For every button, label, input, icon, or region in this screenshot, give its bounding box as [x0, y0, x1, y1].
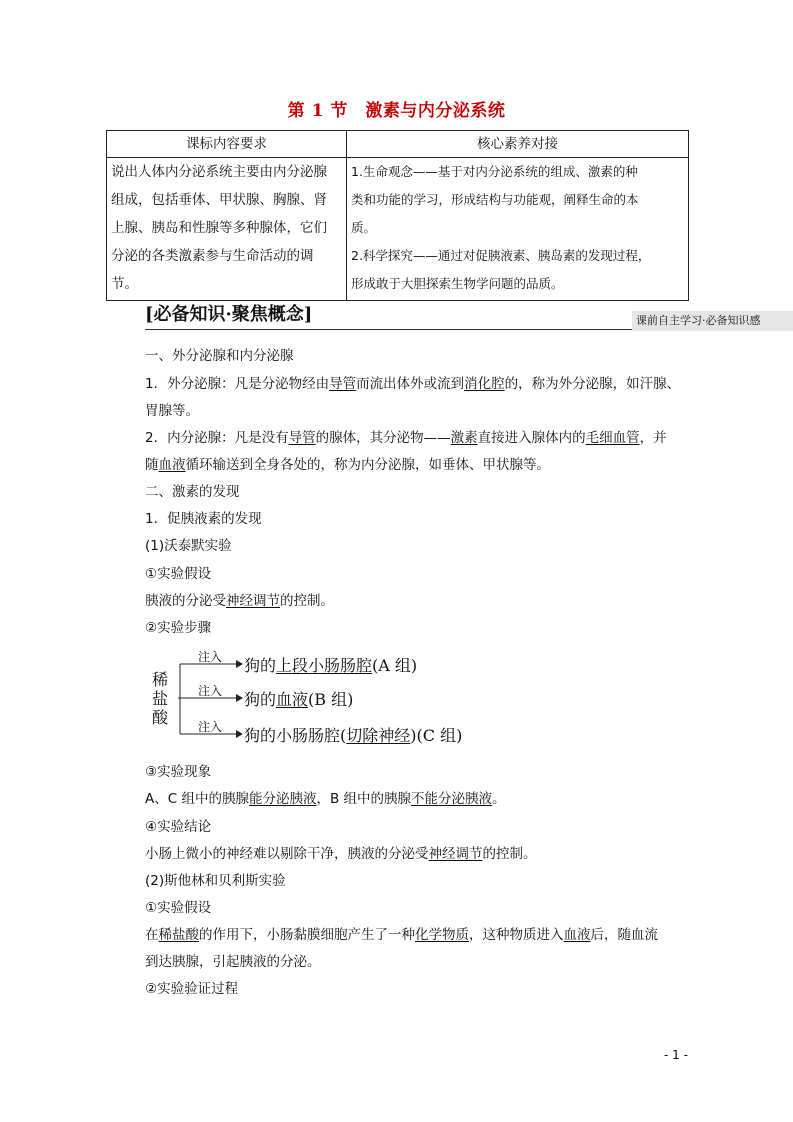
subheading: (1)沃泰默实验: [145, 538, 232, 554]
cell-line: 说出人体内分泌系统主要由内分泌腺: [111, 164, 327, 180]
cell-line: 质。: [351, 220, 377, 235]
table-header-left: 课标内容要求: [107, 131, 347, 158]
subheading: 1．促胰液素的发现: [145, 511, 262, 527]
subheading: ②实验验证过程: [145, 981, 239, 997]
diagram-target-c: 狗的小肠肠腔(切除神经)(C 组): [244, 726, 463, 745]
arrow-label: 注入: [198, 720, 223, 734]
cell-line: 类和功能的学习，形成结构与功能观，阐释生命的本: [351, 192, 639, 207]
cell-line: 上腺、胰岛和性腺等多种腺体，它们: [111, 220, 327, 236]
paragraph-line: 在稀盐酸的作用下，小肠黏膜细胞产生了一种化学物质，这种物质进入血液后，随血流: [145, 927, 658, 943]
paragraph-line: 2．内分泌腺：凡是没有导管的腺体，其分泌物——激素直接进入腺体内的毛细血管，并: [145, 430, 667, 446]
paragraph-line: 到达胰腺，引起胰液的分泌。: [145, 954, 321, 970]
arrow-label: 注入: [198, 684, 223, 698]
section-tag: 课前自主学习·必备知识感: [632, 311, 793, 331]
table-cell-left: [107, 158, 347, 301]
subheading: ③实验现象: [145, 764, 212, 780]
paragraph-line: 胰液的分泌受神经调节的控制。: [145, 593, 334, 609]
diagram-target-b: 狗的血液(B 组): [244, 690, 354, 709]
arrow-label: 注入: [198, 650, 223, 664]
diagram-target-a: 狗的上段小肠肠腔(A 组): [244, 656, 418, 675]
cell-line: 1.生命观念——基于对内分泌系统的组成、激素的种: [351, 164, 638, 179]
paragraph-line: 1．外分泌腺：凡是分泌物经由导管而流出体外或流到消化腔的，称为外分泌腺，如汗腺、: [145, 376, 681, 392]
curriculum-standards-table: [106, 130, 689, 301]
heading-1: 一、外分泌腺和内分泌腺: [145, 348, 294, 364]
experiment-steps-diagram: [140, 640, 500, 760]
table-cell-right: [347, 158, 689, 301]
section-heading: [必备知识·聚焦概念]: [145, 304, 313, 325]
paragraph-line: 小肠上微小的神经难以剔除干净，胰液的分泌受神经调节的控制。: [145, 846, 537, 862]
subheading: (2)斯他林和贝利斯实验: [145, 873, 286, 889]
heading-2: 二、激素的发现: [145, 484, 240, 500]
page-title: 第 1 节 激素与内分泌系统: [287, 101, 506, 121]
subheading: ①实验假设: [145, 566, 212, 582]
paragraph-line: 胃腺等。: [145, 403, 199, 419]
diagram-source: 稀 盐 酸: [152, 670, 169, 727]
subheading: ④实验结论: [145, 819, 212, 835]
cell-line: 节。: [111, 276, 138, 292]
cell-line: 2.科学探究——通过对促胰液素、胰岛素的发现过程，: [351, 248, 651, 263]
cell-line: 形成敢于大胆探索生物学问题的品质。: [351, 276, 564, 291]
paragraph-line: 随血液循环输送到全身各处的，称为内分泌腺，如垂体、甲状腺等。: [145, 457, 550, 473]
cell-line: 分泌的各类激素参与生命活动的调: [111, 248, 314, 264]
subheading: ②实验步骤: [145, 620, 212, 636]
page-number: - 1 -: [664, 1048, 688, 1062]
table-header-right: 核心素养对接: [347, 131, 689, 158]
cell-line: 组成，包括垂体、甲状腺、胸腺、肾: [111, 192, 327, 208]
subheading: ①实验假设: [145, 900, 212, 916]
paragraph-line: A、C 组中的胰腺能分泌胰液，B 组中的胰腺不能分泌胰液。: [145, 791, 506, 807]
